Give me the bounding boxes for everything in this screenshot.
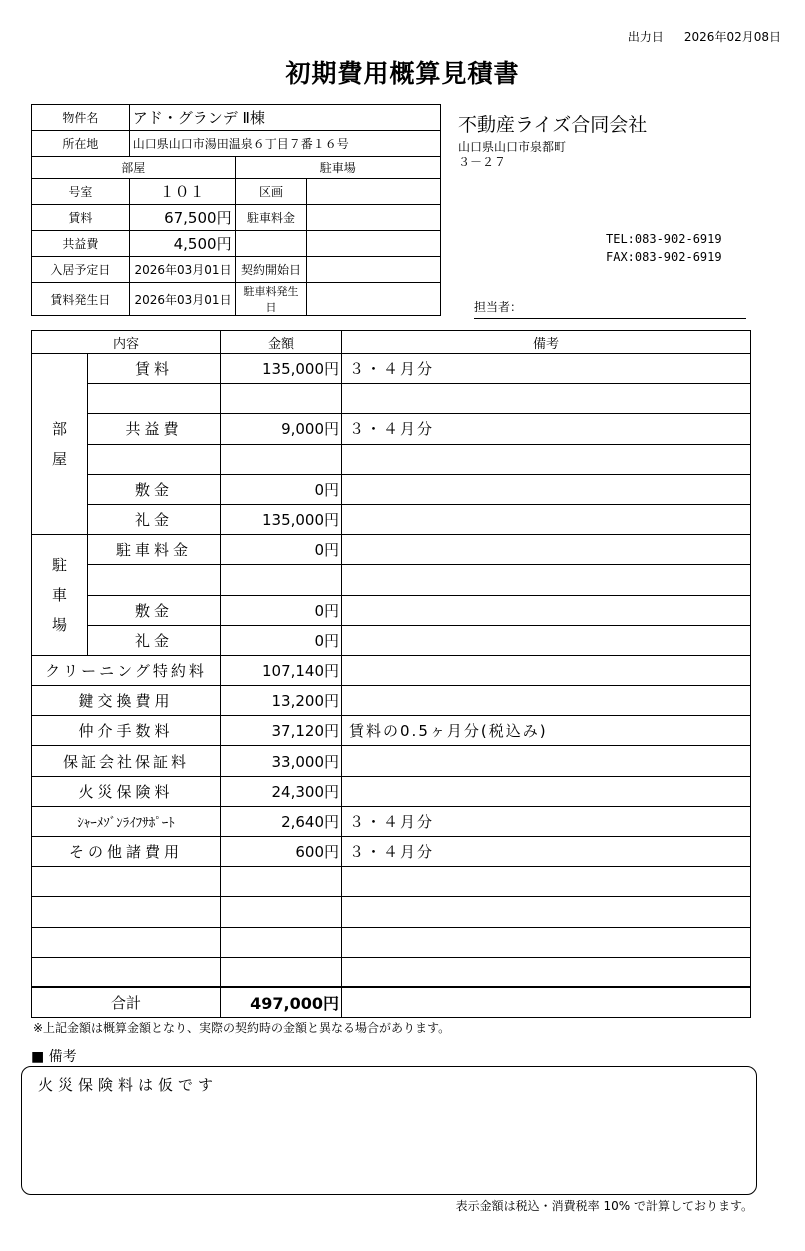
table-row bbox=[32, 595, 751, 625]
rent-start-label: 賃料発生日 bbox=[32, 283, 130, 316]
parking-fee-value bbox=[307, 205, 441, 231]
parking-group-label bbox=[32, 535, 88, 656]
item-label bbox=[32, 927, 221, 957]
total-row bbox=[32, 987, 751, 1017]
item-note bbox=[342, 384, 751, 414]
item-note bbox=[342, 655, 751, 685]
company-tel: TEL:083-902-6919 bbox=[606, 232, 722, 246]
item-amount bbox=[221, 384, 342, 414]
remarks-heading: ■ 備考 bbox=[31, 1049, 77, 1065]
company-fax: FAX:083-902-6919 bbox=[606, 250, 722, 264]
parking-group-label-char: 車 bbox=[51, 586, 67, 604]
parking-start-value bbox=[307, 283, 441, 316]
item-amount bbox=[221, 897, 342, 927]
item-note bbox=[342, 565, 751, 595]
item-amount: 9,000円 bbox=[221, 414, 342, 444]
page-title: 初期費用概算見積書 bbox=[285, 59, 520, 88]
item-amount: 0円 bbox=[221, 595, 342, 625]
item-amount: 0円 bbox=[221, 625, 342, 655]
tax-note: 表示金額は税込・消費税率 10% で計算しております。 bbox=[455, 1199, 753, 1213]
rent-label: 賃料 bbox=[32, 205, 130, 231]
item-label: 賃料 bbox=[88, 354, 221, 384]
remarks-text: 火災保険料は仮です bbox=[38, 1076, 219, 1094]
table-row bbox=[32, 474, 751, 504]
item-amount: 107,140円 bbox=[221, 655, 342, 685]
total-label: 合計 bbox=[32, 987, 221, 1017]
item-amount: 2,640円 bbox=[221, 806, 342, 836]
company-address bbox=[458, 140, 566, 170]
item-note bbox=[342, 686, 751, 716]
item-note bbox=[342, 776, 751, 806]
item-amount: 600円 bbox=[221, 837, 342, 867]
parking-fee-label: 駐車料金 bbox=[235, 205, 307, 231]
item-note: ３・４月分 bbox=[342, 414, 751, 444]
table-row bbox=[32, 837, 751, 867]
table-row bbox=[32, 897, 751, 927]
item-amount bbox=[221, 957, 342, 987]
table-header-row bbox=[32, 331, 751, 354]
room-group-label-char: 屋 bbox=[51, 450, 67, 469]
total-amount: 497,000円 bbox=[221, 987, 342, 1017]
item-note bbox=[342, 625, 751, 655]
item-note bbox=[342, 957, 751, 987]
item-amount bbox=[221, 867, 342, 897]
item-note bbox=[342, 867, 751, 897]
item-amount: 37,120円 bbox=[221, 716, 342, 746]
parking-group-label-char: 駐 bbox=[51, 556, 67, 574]
item-label bbox=[32, 867, 221, 897]
parking-group-label-char: 場 bbox=[51, 616, 67, 634]
item-label: 敷金 bbox=[88, 474, 221, 504]
parking-section-header: 駐車場 bbox=[235, 157, 440, 179]
item-label bbox=[88, 565, 221, 595]
item-note bbox=[342, 927, 751, 957]
table-row bbox=[32, 444, 751, 474]
table-row bbox=[32, 927, 751, 957]
table-row bbox=[32, 716, 751, 746]
item-note bbox=[342, 746, 751, 776]
table-row bbox=[32, 535, 751, 565]
item-amount bbox=[221, 927, 342, 957]
item-amount: 135,000円 bbox=[221, 504, 342, 534]
item-note bbox=[342, 474, 751, 504]
company-address-line2: ３－２７ bbox=[458, 155, 507, 169]
disclaimer: ※上記金額は概算金額となり、実際の契約時の金額と異なる場合があります。 bbox=[33, 1021, 451, 1035]
item-label: 敷金 bbox=[88, 595, 221, 625]
parking-start-label: 駐車料発生日 bbox=[235, 283, 307, 316]
item-amount: 0円 bbox=[221, 535, 342, 565]
table-row bbox=[32, 655, 751, 685]
total-note bbox=[342, 987, 751, 1017]
movein-label: 入居予定日 bbox=[32, 257, 130, 283]
rent-start-date: 2026年03月01日 bbox=[129, 283, 235, 316]
item-label: 仲介手数料 bbox=[32, 716, 221, 746]
property-name: アド・グランデ Ⅱ棟 bbox=[129, 105, 440, 131]
movein-date: 2026年03月01日 bbox=[129, 257, 235, 283]
header-note: 備考 bbox=[342, 331, 751, 354]
table-row bbox=[32, 625, 751, 655]
room-no: １０１ bbox=[129, 179, 235, 205]
item-note bbox=[342, 504, 751, 534]
item-amount: 24,300円 bbox=[221, 776, 342, 806]
item-note bbox=[342, 595, 751, 625]
cost-table bbox=[31, 330, 751, 1018]
item-note: ３・４月分 bbox=[342, 837, 751, 867]
item-label: 駐車料金 bbox=[88, 535, 221, 565]
property-info-table bbox=[31, 104, 441, 316]
room-group-label-char: 部 bbox=[51, 420, 67, 439]
table-row bbox=[32, 806, 751, 836]
table-row bbox=[32, 776, 751, 806]
item-label: ｼｬｰﾒｿﾞﾝﾗｲﾌｻﾎﾟｰﾄ bbox=[32, 806, 221, 836]
item-label bbox=[88, 444, 221, 474]
item-label bbox=[32, 897, 221, 927]
item-amount: 33,000円 bbox=[221, 746, 342, 776]
table-row bbox=[32, 565, 751, 595]
room-group-label bbox=[32, 354, 88, 535]
table-row bbox=[32, 746, 751, 776]
staff-line: 担当者： bbox=[474, 298, 746, 319]
issue-date-line bbox=[608, 28, 781, 45]
item-label: 共益費 bbox=[88, 414, 221, 444]
item-amount: 135,000円 bbox=[221, 354, 342, 384]
item-note bbox=[342, 897, 751, 927]
item-amount: 0円 bbox=[221, 474, 342, 504]
table-row bbox=[32, 504, 751, 534]
table-row bbox=[32, 686, 751, 716]
header-amount: 金額 bbox=[221, 331, 342, 354]
table-row bbox=[32, 867, 751, 897]
item-amount bbox=[221, 444, 342, 474]
company-address-line1: 山口県山口市泉都町 bbox=[458, 140, 567, 154]
header-item: 内容 bbox=[32, 331, 221, 354]
room-no-label: 号室 bbox=[32, 179, 130, 205]
common-fee-label: 共益費 bbox=[32, 231, 130, 257]
issue-date-label: 出力日 bbox=[627, 30, 664, 44]
item-label: その他諸費用 bbox=[32, 837, 221, 867]
contract-start-value bbox=[307, 257, 441, 283]
issue-date: 2026年02月08日 bbox=[683, 30, 781, 44]
item-label: 保証会社保証料 bbox=[32, 746, 221, 776]
item-label: 鍵交換費用 bbox=[32, 686, 221, 716]
item-note bbox=[342, 535, 751, 565]
item-note: ３・４月分 bbox=[342, 806, 751, 836]
item-note: ３・４月分 bbox=[342, 354, 751, 384]
item-label: 火災保険料 bbox=[32, 776, 221, 806]
table-row bbox=[32, 384, 751, 414]
common-fee-value: 4,500円 bbox=[129, 231, 235, 257]
table-row bbox=[32, 414, 751, 444]
item-label bbox=[88, 384, 221, 414]
company-name: 不動産ライズ合同会社 bbox=[458, 114, 648, 136]
rent-value: 67,500円 bbox=[129, 205, 235, 231]
address-label: 所在地 bbox=[32, 131, 130, 157]
section-label: 区画 bbox=[235, 179, 307, 205]
item-label bbox=[32, 957, 221, 987]
item-note bbox=[342, 444, 751, 474]
item-amount bbox=[221, 565, 342, 595]
item-label: 礼金 bbox=[88, 625, 221, 655]
table-row bbox=[32, 354, 751, 384]
room-section-header: 部屋 bbox=[32, 157, 236, 179]
contract-start-label: 契約開始日 bbox=[235, 257, 307, 283]
section-value bbox=[307, 179, 441, 205]
item-amount: 13,200円 bbox=[221, 686, 342, 716]
property-address: 山口県山口市湯田温泉６丁目７番１６号 bbox=[129, 131, 440, 157]
property-label: 物件名 bbox=[32, 105, 130, 131]
item-label: 礼金 bbox=[88, 504, 221, 534]
table-row bbox=[32, 957, 751, 987]
item-label: クリーニング特約料 bbox=[32, 655, 221, 685]
company-contact bbox=[606, 230, 722, 266]
item-note: 賃料の0.5ヶ月分(税込み) bbox=[342, 716, 751, 746]
